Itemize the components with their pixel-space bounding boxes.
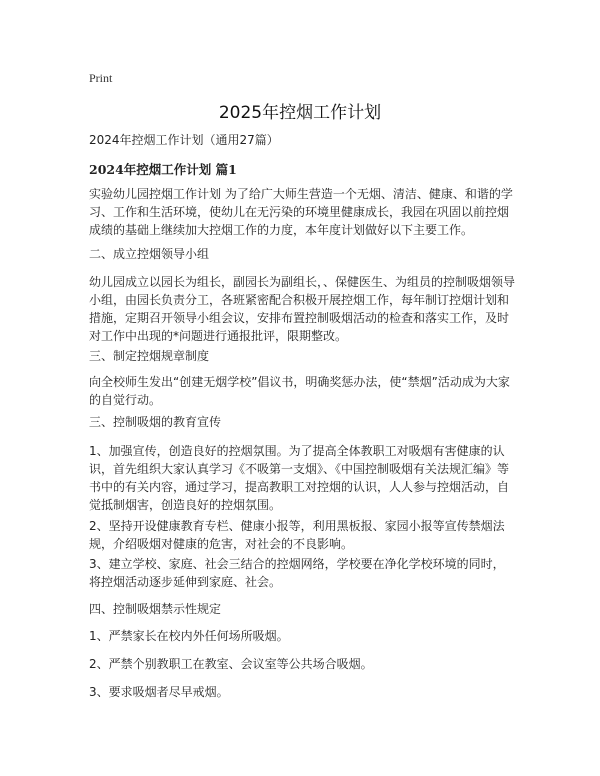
paragraph-education-2: 2、坚持开设健康教育专栏、健康小报等，利用黑板报、家园小报等宣传禁烟法规，介绍吸烟对健康的危害，对社会的不良影响。: [89, 519, 505, 551]
print-label[interactable]: Print: [89, 71, 113, 85]
heading-leadership-group: 二、成立控烟领导小组: [89, 247, 210, 261]
heading-prohibitions: 四、控制吸烟禁示性规定: [89, 602, 222, 616]
page-title: 2025年控烟工作计划: [218, 103, 382, 123]
heading-regulations: 三、制定控烟规章制度: [89, 349, 210, 363]
paragraph-regulations: 向全校师生发出“创建无烟学校”倡议书，明确奖惩办法，使“禁烟”活动成为大家的自觉行动。: [89, 375, 510, 407]
heading-education: 三、控制吸烟的教育宣传: [89, 415, 222, 429]
paragraph-education-3: 3、建立学校、家庭、社会三结合的控烟网络，学校要在净化学校环境的同时，将控烟活动逐步延伸到家庭、社会。: [89, 557, 505, 589]
document-subtitle: 2024年控烟工作计划（通用27篇）: [89, 133, 279, 147]
rule-item-3: 3、要求吸烟者尽早戒烟。: [89, 685, 229, 699]
intro-paragraph: 实验幼儿园控烟工作计划 为了给广大师生营造一个无烟、清洁、健康、和谐的学习、工作和生活环境，使幼儿在无污染的环境里健康成长，我园在巩固以前控烟成绩的基础上继续加大控烟工作的力度，本年度计划做好以下主要工作。: [89, 187, 513, 237]
paragraph-education-1: 1、加强宣传，创造良好的控烟氛围。为了提高全体教职工对吸烟有害健康的认识，首先组织大家认真学习《不吸第一支烟》、《中国控制吸烟有关法规汇编》等书中的有关内容，通过学习，提高教职工对控烟的认识，人人参与控烟活动，自觉抵制烟害，创造良好的控烟氛围。: [89, 444, 510, 512]
rule-item-1: 1、严禁家长在校内外任何场所吸烟。: [89, 629, 289, 643]
paragraph-leadership-group: 幼儿园成立以园长为组长，副园长为副组长，、保健医生、为组员的控制吸烟领导小组，由园长负责分工，各班紧密配合积极开展控烟工作，每年制订控烟计划和措施，定期召开领导小组会议，安排布置控制吸烟活动的检查和落实工作，及时对工作中出现的*问题进行通报批评，限期整改。: [89, 275, 516, 343]
rule-item-2: 2、严禁个别教职工在教室、会议室等公共场合吸烟。: [89, 657, 373, 671]
section-title: 2024年控烟工作计划 篇1: [89, 162, 237, 177]
